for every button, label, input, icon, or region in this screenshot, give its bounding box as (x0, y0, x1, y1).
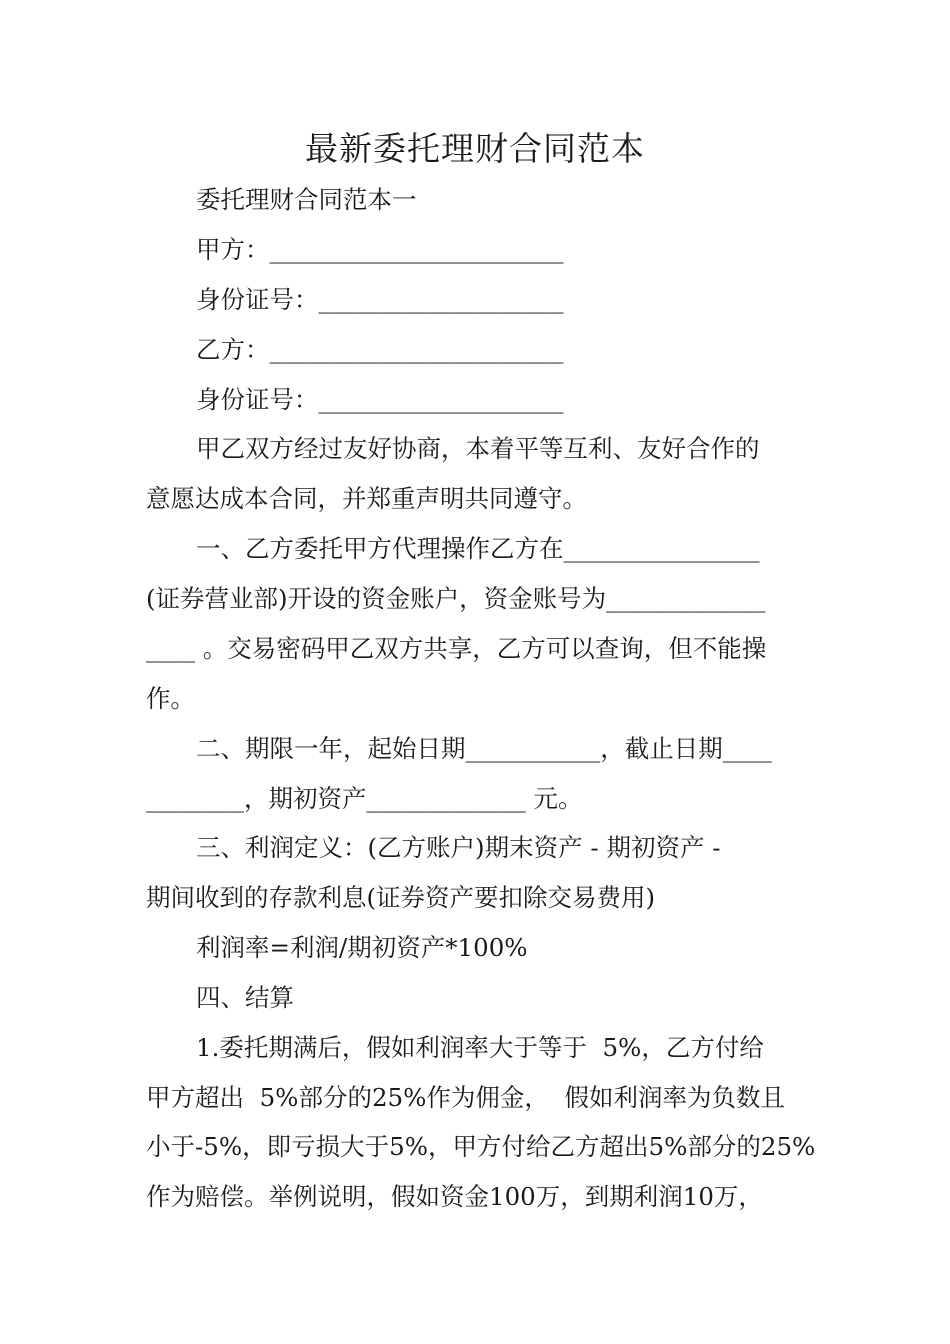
clause-2-line: 二、期限一年，起始日期___________，截止日期____ (196, 734, 772, 763)
formula-line: 利润率=利润/期初资产*100% (196, 933, 528, 962)
clause-1-line: ____ 。交易密码甲乙双方共享，乙方可以查询，但不能操 (146, 634, 767, 663)
body-line: 意愿达成本合同，并郑重声明共同遵守。 (146, 484, 587, 513)
party-b-field: 乙方：________________________ (196, 335, 564, 364)
clause-3-line: 期间收到的存款利息(证券资产要扣除交易费用) (146, 883, 656, 912)
clause-1-line: (证券营业部)开设的资金账户，资金账号为_____________ (146, 584, 766, 613)
clause-4-line: 作为赔偿。举例说明，假如资金100万，到期利润10万， (146, 1182, 763, 1211)
section-heading: 委托理财合同范本一 (196, 185, 417, 214)
document-title: 最新委托理财合同范本 (305, 129, 645, 168)
party-a-field: 甲方：________________________ (196, 235, 564, 264)
clause-1-line: 作。 (146, 684, 195, 713)
clause-1-line: 一、乙方委托甲方代理操作乙方在________________ (196, 534, 760, 563)
clause-4-heading: 四、结算 (196, 983, 294, 1012)
party-b-id-field: 身份证号：____________________ (196, 385, 564, 414)
clause-3-line: 三、利润定义：(乙方账户)期末资产 - 期初资产 - (196, 833, 721, 862)
clause-2-line: ________，期初资产_____________ 元。 (146, 784, 583, 813)
party-a-id-field: 身份证号：____________________ (196, 285, 564, 314)
clause-4-line: 甲方超出 5%部分的25%作为佣金， 假如利润率为负数且 (146, 1083, 785, 1112)
body-line: 甲乙双方经过友好协商，本着平等互利、友好合作的 (196, 434, 760, 463)
clause-4-line: 1.委托期满后，假如利润率大于等于 5%，乙方付给 (196, 1033, 764, 1062)
clause-4-line: 小于-5%，即亏损大于5%，甲方付给乙方超出5%部分的25% (146, 1132, 816, 1161)
